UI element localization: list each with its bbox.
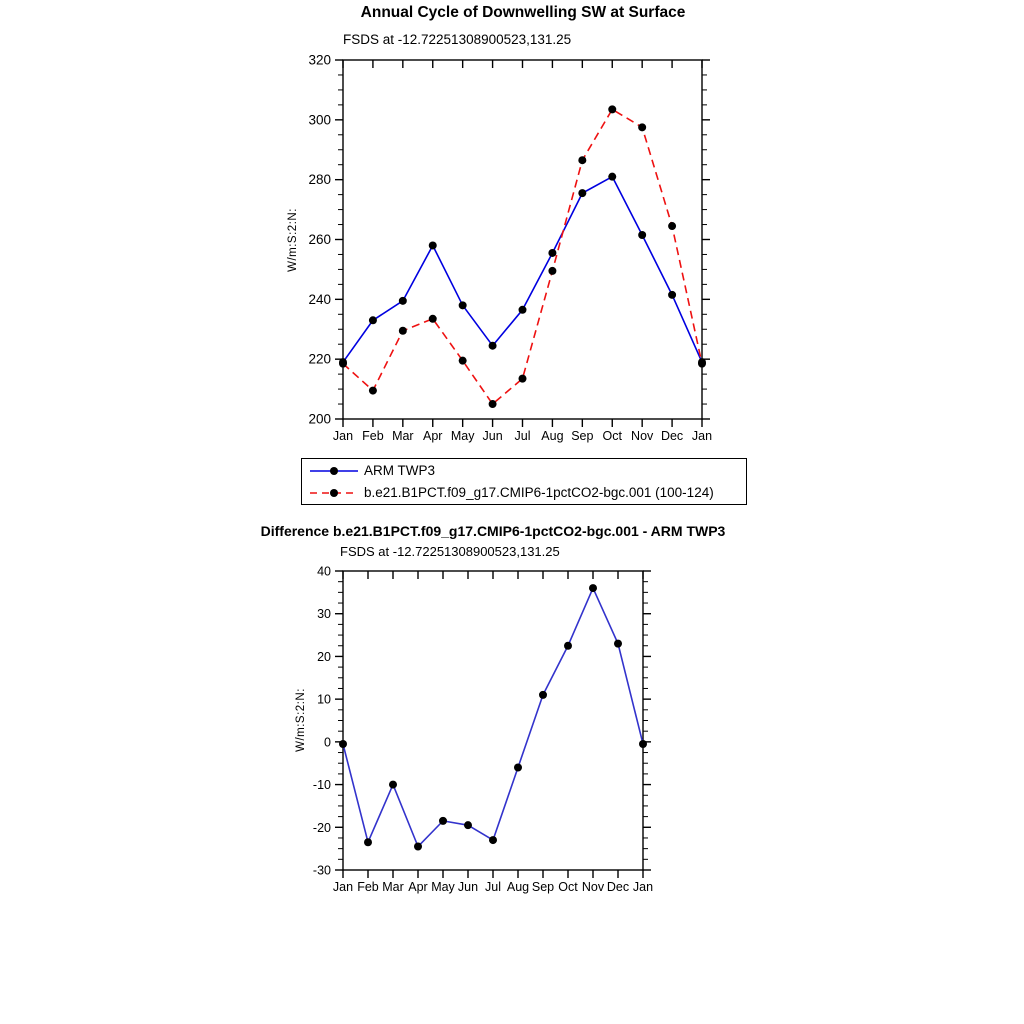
bottom-chart-title: Difference b.e21.B1PCT.f09_g17.CMIP6-1pctCO2-bgc.001 - ARM TWP3 [260,523,726,539]
svg-text:Feb: Feb [357,880,379,894]
svg-text:May: May [450,429,475,443]
legend-label-arm-twp3: ARM TWP3 [364,463,436,478]
svg-text:Feb: Feb [362,429,384,443]
svg-text:0: 0 [324,735,331,750]
svg-text:Sep: Sep [531,880,555,894]
svg-text:Apr: Apr [408,880,428,894]
svg-text:Jun: Jun [457,880,479,894]
svg-text:Dec: Dec [606,880,630,894]
top-chart-y-axis-label: W/m:S:2:N: [287,208,299,272]
svg-text:Dec: Dec [660,429,684,443]
svg-text:-20: -20 [312,820,331,835]
svg-text:Oct: Oct [602,429,622,443]
svg-text:Jan: Jan [332,429,354,443]
svg-text:-30: -30 [312,863,331,878]
legend-label-model-run: b.e21.B1PCT.f09_g17.CMIP6-1pctCO2-bgc.001 (100-124) [364,485,714,500]
legend-item-arm-twp3 [309,460,746,482]
svg-text:Jan: Jan [691,429,713,443]
dashed-line-sample-icon [309,485,359,501]
svg-text:Nov: Nov [631,429,654,443]
svg-text:Oct: Oct [558,880,578,894]
svg-text:240: 240 [308,291,331,307]
svg-text:Mar: Mar [382,880,404,894]
svg-text:200: 200 [308,411,331,427]
svg-text:30: 30 [317,607,331,622]
svg-text:10: 10 [317,692,331,707]
svg-text:Jul: Jul [514,429,531,443]
top-chart-subtitle: FSDS at -12.72251308900523,131.25 [343,32,572,47]
svg-text:Apr: Apr [423,429,443,443]
svg-text:Aug: Aug [541,429,564,443]
svg-text:Jan: Jan [632,880,654,894]
svg-text:260: 260 [308,232,331,247]
svg-text:220: 220 [308,351,331,367]
svg-text:Aug: Aug [506,880,530,894]
svg-text:300: 300 [308,112,331,128]
svg-text:Jan: Jan [332,880,354,894]
svg-text:Sep: Sep [571,429,594,443]
bottom-chart-subtitle: FSDS at -12.72251308900523,131.25 [340,544,560,559]
legend-box [301,458,747,505]
svg-text:Jun: Jun [482,429,503,443]
svg-text:Nov: Nov [581,880,605,894]
solid-line-sample-icon [309,463,359,479]
svg-text:320: 320 [308,52,331,68]
top-chart-title: Annual Cycle of Downwelling SW at Surface [360,4,686,21]
svg-text:Jul: Jul [485,880,501,894]
bottom-chart-y-axis-label: W/m:S:2:N: [295,688,307,752]
svg-text:40: 40 [317,564,331,579]
svg-text:May: May [431,880,455,894]
svg-text:20: 20 [317,649,331,664]
legend-item-model-run [309,482,746,504]
svg-text:-10: -10 [312,778,331,793]
svg-text:Mar: Mar [392,429,414,443]
svg-text:280: 280 [308,172,331,188]
